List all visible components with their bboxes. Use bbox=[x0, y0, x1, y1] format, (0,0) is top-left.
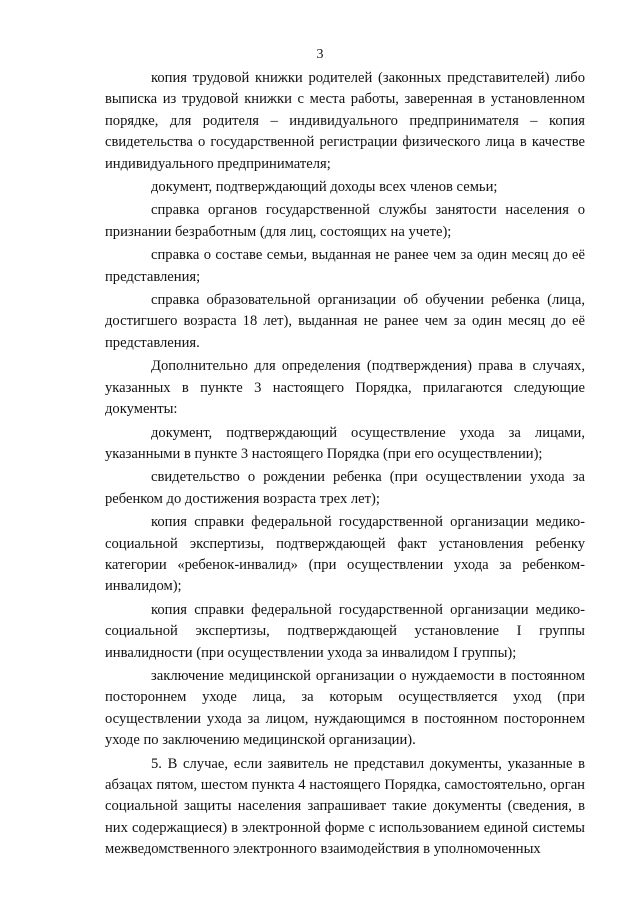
document-body bbox=[105, 68, 585, 863]
paragraph-disabled-child-certificate: копия справки федеральной государственной организации медико-социальной экспертизы, подтверждающей факт установления ребенку категории «ребенок-инвалид» (при осуществлении ухода за ребенком-инвалидом); bbox=[105, 514, 585, 595]
paragraph-unemployment-certificate: справка органов государственной службы занятости населения о признании безработным (для лиц, состоящих на учете); bbox=[105, 202, 585, 240]
paragraph-employment-record: копия трудовой книжки родителей (законных представителей) либо выписка из трудовой книжки с места работы, заверенная в установленном порядке, для родителя – индивидуального предпринимателя – копия свидетельства о государственной регистрации физического лица в качестве индивидуального предпринимателя; bbox=[105, 70, 585, 172]
paragraph-birth-certificate: свидетельство о рождении ребенка (при осуществлении ухода за ребенком до достижения возраста трех лет); bbox=[105, 469, 585, 507]
paragraph-disability-group-certificate: копия справки федеральной государственной организации медико-социальной экспертизы, подтверждающей установление I группы инвалидности (при осуществлении ухода за инвалидом I группы); bbox=[105, 601, 585, 661]
paragraph-additional-documents: Дополнительно для определения (подтверждения) права в случаях, указанных в пункте 3 настоящего Порядка, прилагаются следующие документы: bbox=[105, 358, 585, 418]
paragraph-medical-conclusion: заключение медицинской организации о нуждаемости в постоянном постороннем уходе лица, за которым осуществляется уход (при осуществлении ухода за лицом, нуждающимся в постоянном постороннем уходе по заключению медицинской организации). bbox=[105, 667, 585, 749]
paragraph-income-document: документ, подтверждающий доходы всех членов семьи; bbox=[151, 179, 498, 196]
paragraph-section-5: 5. В случае, если заявитель не представил документы, указанные в абзацах пятом, шестом пункта 4 настоящего Порядка, самостоятельно, орган социальной защиты населения запрашивает такие документы (сведения, в них содержащиеся) в электронной форме с использованием единой системы межведомственного электронного взаимодействия в уполномоченных bbox=[105, 755, 585, 858]
paragraph-education-certificate: справка образовательной организации об обучении ребенка (лица, достигшего возраста 18 лет), выданная не ранее чем за один месяц до её представления. bbox=[105, 292, 585, 351]
paragraph-care-document: документ, подтверждающий осуществление ухода за лицами, указанными в пункте 3 настоящего Порядка (при его осуществлении); bbox=[105, 424, 585, 462]
paragraph-family-composition: справка о составе семьи, выданная не ранее чем за один месяц до её представления; bbox=[105, 247, 585, 285]
page-number: 3 bbox=[316, 47, 324, 62]
